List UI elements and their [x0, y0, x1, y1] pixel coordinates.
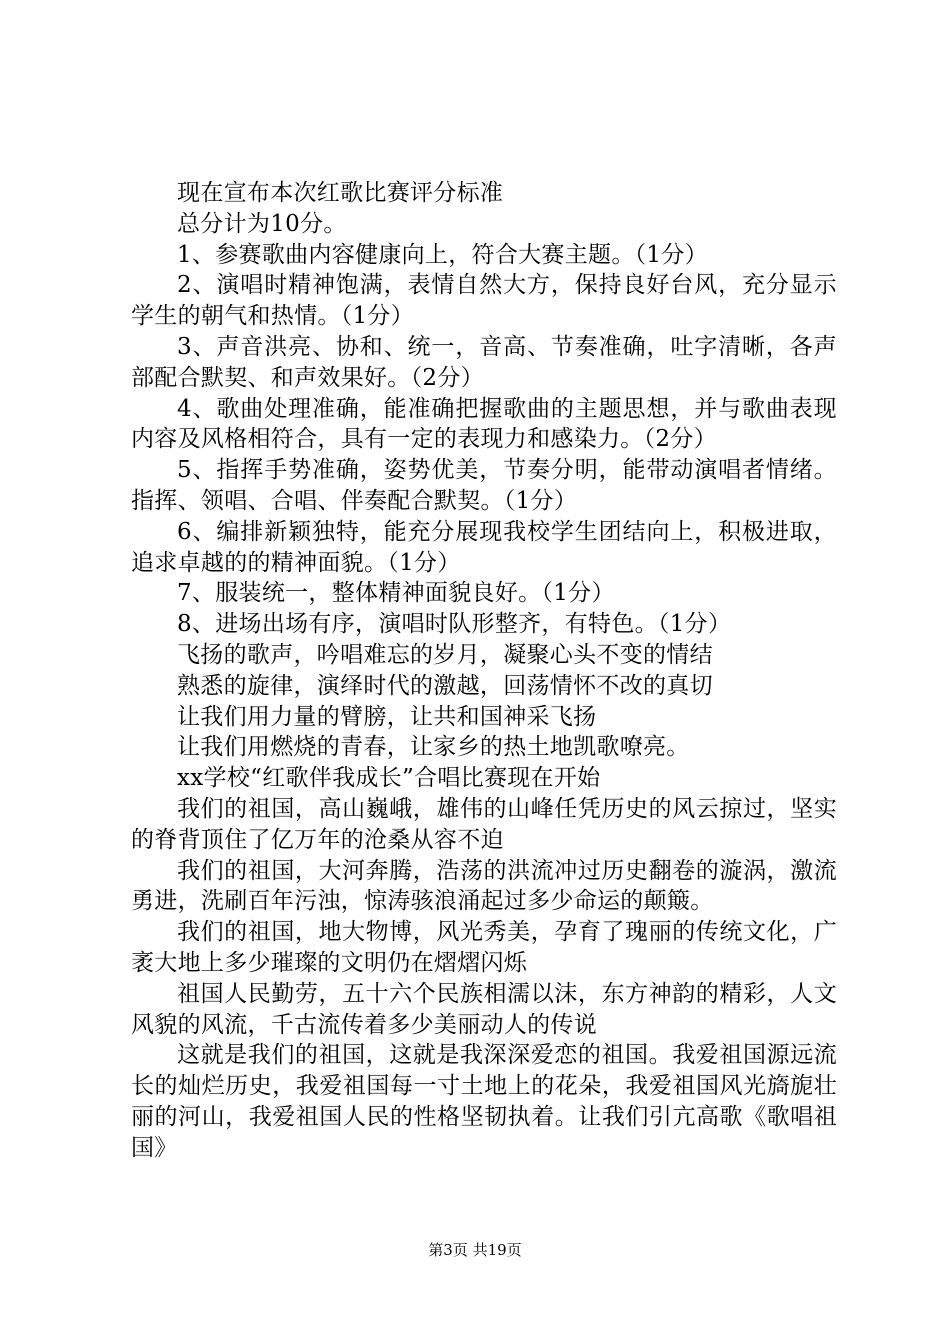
paragraph: 这就是我们的祖国，这就是我深深爱恋的祖国。我爱祖国源远流长的灿烂历史，我爱祖国每一寸土地上的花朵，我爱祖国风光旖旎壮丽的河山，我爱祖国人民的性格坚韧执着。让我们引亢高歌《歌唱祖国》 — [131, 1042, 837, 1161]
paragraph: xx学校“红歌伴我成长”合唱比赛现在开始 — [177, 765, 601, 792]
paragraph: 6、编排新颖独特，能充分展现我校学生团结向上，积极进取，追求卓越的的精神面貌。（1分） — [131, 518, 837, 576]
paragraph: 7、服装统一，整体精神面貌良好。（1分） — [177, 580, 615, 607]
paragraph: 1、参赛歌曲内容健康向上，符合大赛主题。（1分） — [177, 241, 708, 268]
paragraph: 2、演唱时精神饱满，表情自然大方，保持良好台风，充分显示学生的朝气和热情。（1分） — [131, 272, 837, 330]
paragraph: 让我们用力量的臂膀，让共和国神采飞扬 — [177, 703, 597, 730]
paragraph: 4、歌曲处理准确，能准确把握歌曲的主题思想，并与歌曲表现内容及风格相符合，具有一定的表现力和感染力。（2分） — [131, 395, 837, 453]
paragraph: 熟悉的旋律，演绎时代的激越，回荡情怀不改的真切 — [177, 672, 713, 699]
paragraph: 飞扬的歌声，吟唱难忘的岁月，凝聚心头不变的情结 — [177, 641, 713, 668]
paragraph: 我们的祖国，地大物博，风光秀美，孕育了瑰丽的传统文化，广袤大地上多少璀璨的文明仍在熠熠闪烁 — [131, 919, 837, 976]
paragraph: 我们的祖国，大河奔腾，浩荡的洪流冲过历史翻卷的漩涡，激流勇进，洗刷百年污浊，惊涛骇浪涌起过多少命运的颠簸。 — [131, 857, 837, 915]
paragraph: 总分计为10分。 — [177, 210, 347, 237]
paragraph: 祖国人民勤劳，五十六个民族相濡以沫，东方神韵的精彩，人文风貌的风流，千古流传着多少美丽动人的传说 — [131, 980, 837, 1038]
paragraph: 5、指挥手势准确，姿势优美，节奏分明，能带动演唱者情绪。指挥、领唱、合唱、伴奏配合默契。（1分） — [131, 457, 837, 514]
paragraph: 让我们用燃烧的青春，让家乡的热土地凯歌嘹亮。 — [177, 734, 690, 761]
paragraph: 我们的祖国，高山巍峨，雄伟的山峰任凭历史的风云掠过，坚实的脊背顶住了亿万年的沧桑从容不迫 — [131, 795, 837, 853]
paragraph: 现在宣布本次红歌比赛评分标准 — [177, 180, 504, 206]
page-footer: 第3页 共19页 — [428, 1241, 522, 1259]
paragraph: 8、进场出场有序，演唱时队形整齐，有特色。（1分） — [177, 611, 732, 638]
paragraph: 3、声音洪亮、协和、统一，音高、节奏准确，吐字清晰，各声部配合默契、和声效果好。（2分） — [131, 333, 837, 391]
document-body — [131, 178, 837, 1164]
